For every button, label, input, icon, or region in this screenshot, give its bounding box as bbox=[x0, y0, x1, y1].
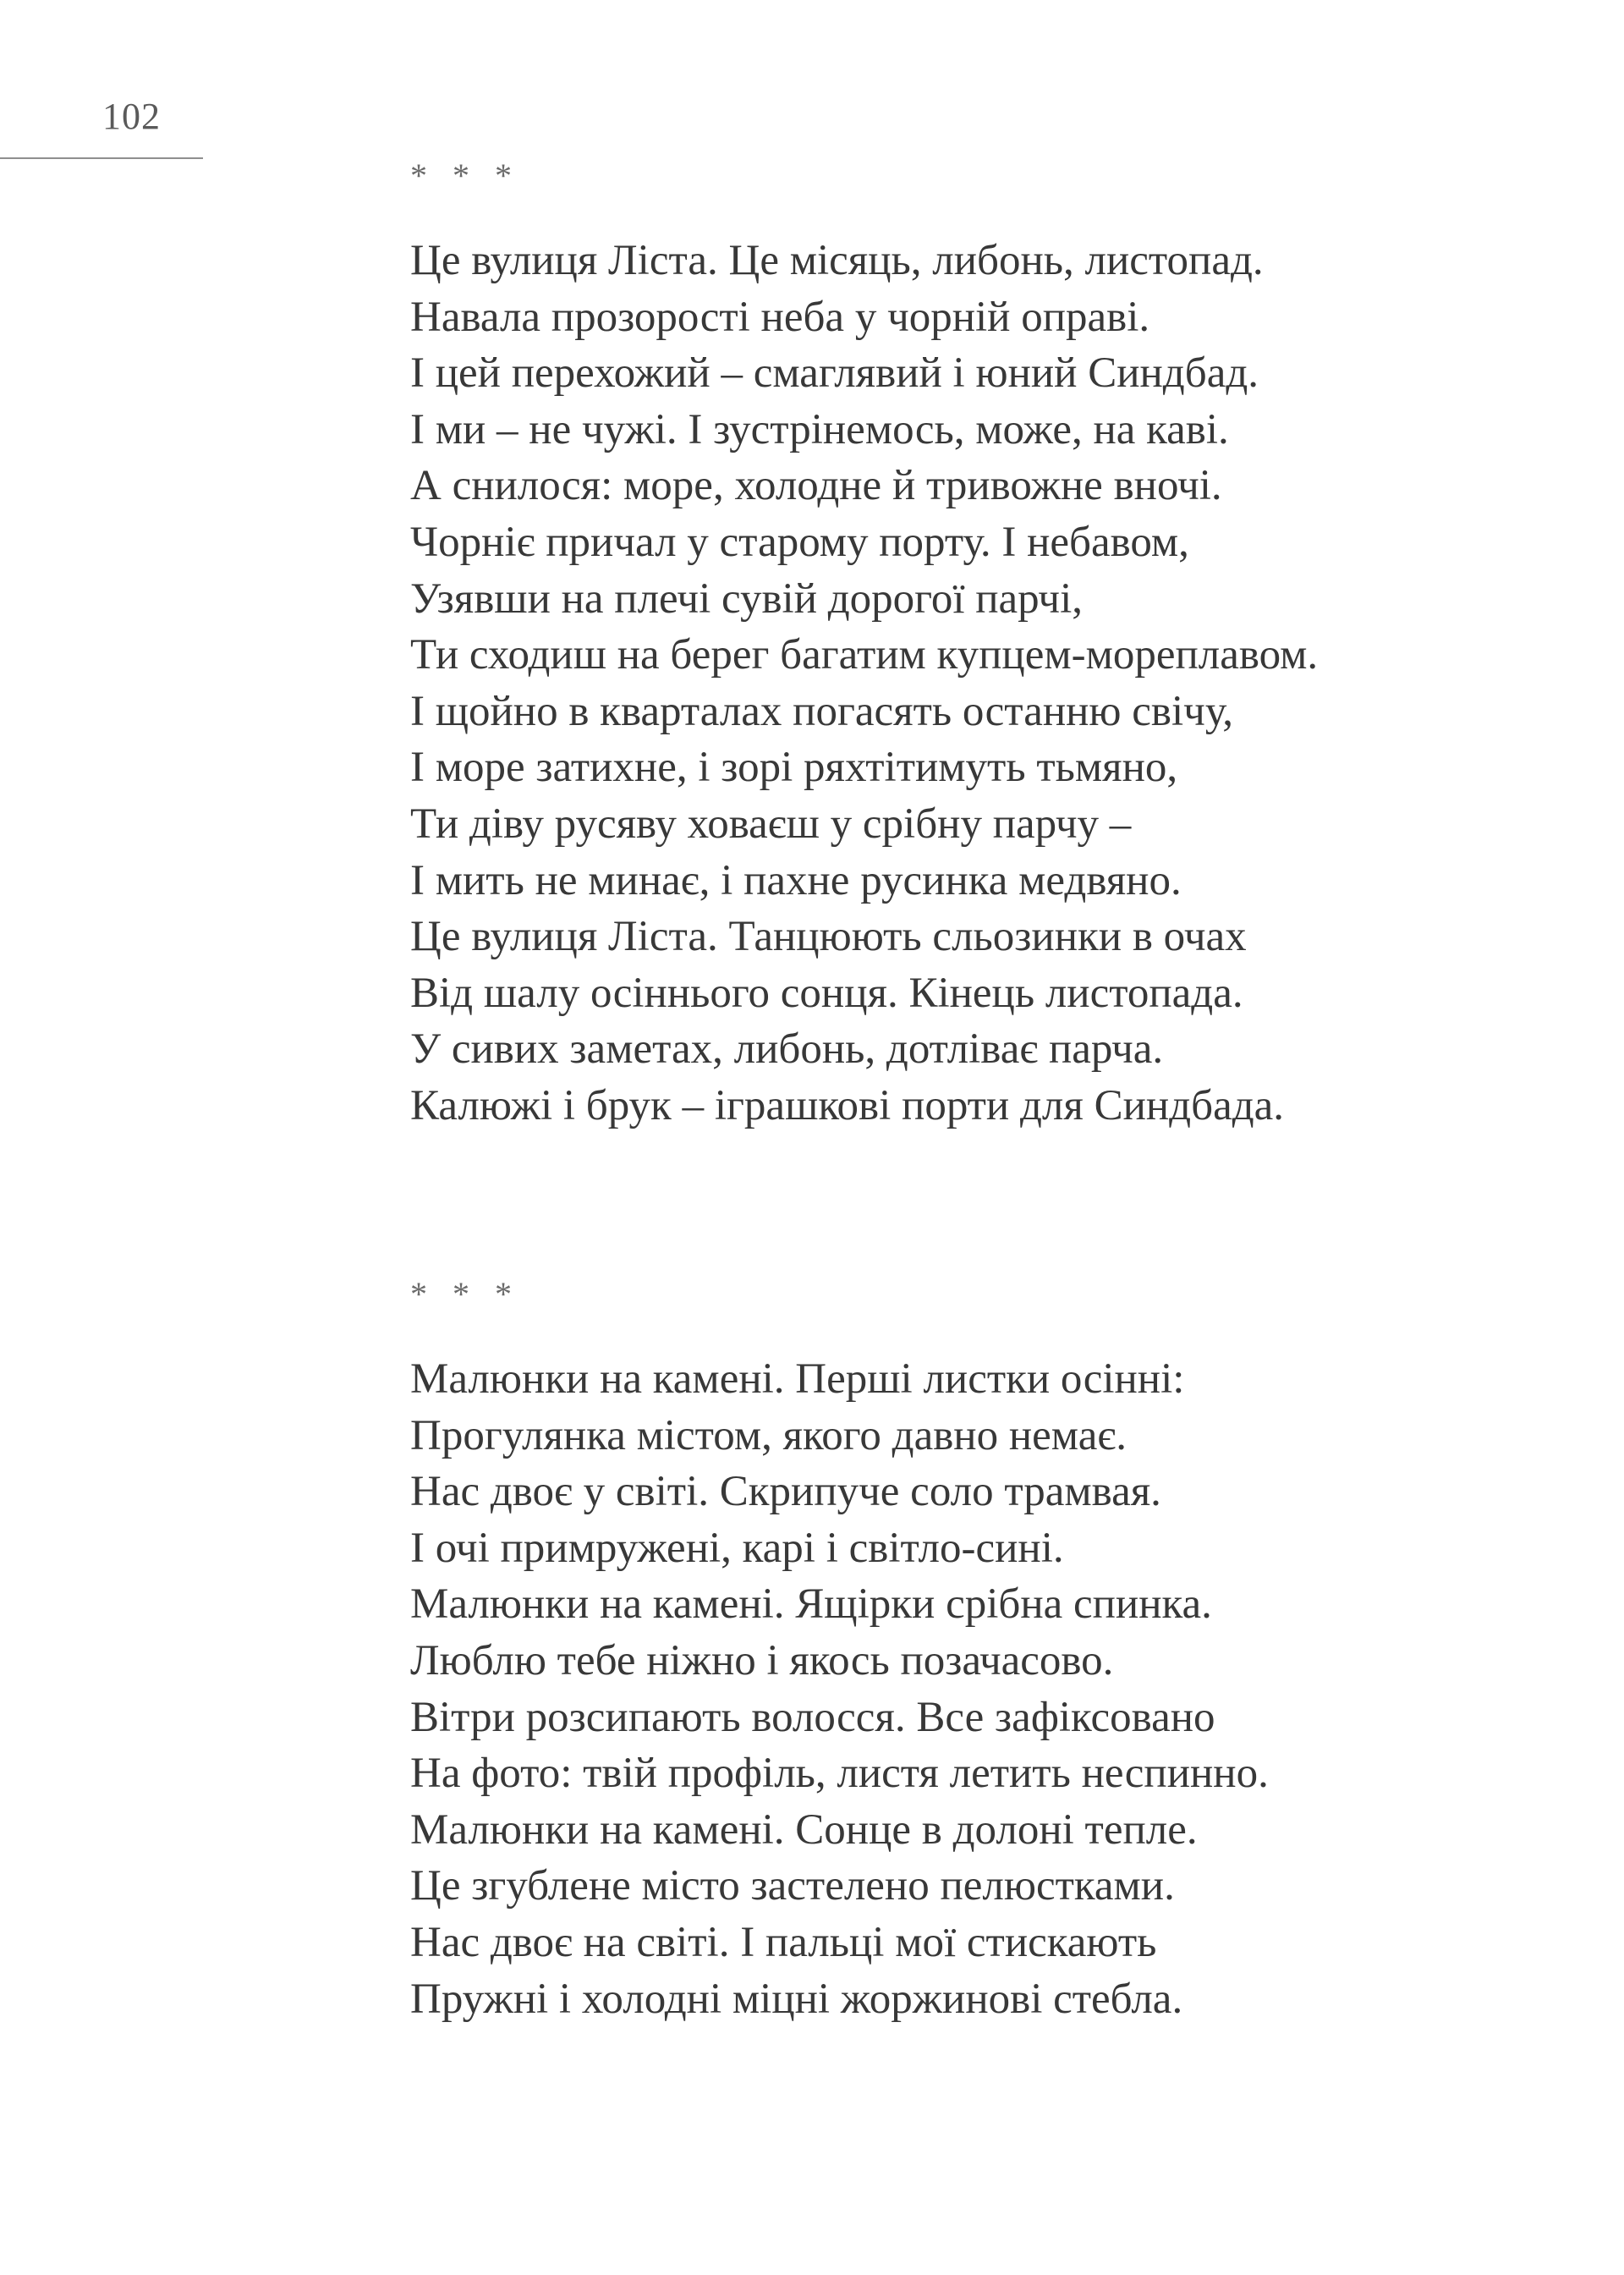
poem-line: Ти діву русяву ховаєш у срібну парчу – bbox=[410, 800, 1132, 848]
poem-1 bbox=[410, 159, 1510, 1135]
poem-line: Ти сходиш на берег багатим купцем-мореплавом. bbox=[410, 631, 1319, 679]
poem-line: Від шалу осіннього сонця. Кінець листопада. bbox=[410, 969, 1243, 1017]
poem-separator: * * * bbox=[410, 157, 520, 195]
poem-line: Узявши на плечі сувій дорогої парчі, bbox=[410, 574, 1083, 623]
poem-line: Калюжі і брук – іграшкові порти для Синдбада. bbox=[410, 1081, 1285, 1129]
poem-line: У сивих заметах, либонь, дотліває парча. bbox=[410, 1025, 1164, 1074]
poem-line: На фото: твій профіль, листя летить неспинно. bbox=[410, 1750, 1269, 1798]
poem-line: А снилося: море, холодне й тривожне вночі. bbox=[410, 462, 1222, 510]
poem-line: Вітри розсипають волосся. Все зафіксовано bbox=[410, 1693, 1215, 1741]
poem-line: Малюнки на камені. Сонце в долоні тепле. bbox=[410, 1805, 1198, 1854]
header-rule bbox=[0, 157, 203, 159]
poem-line: Малюнки на камені. Ящірки срібна спинка. bbox=[410, 1580, 1212, 1629]
poem-line: Люблю тебе ніжно і якось позачасово. bbox=[410, 1636, 1114, 1684]
poem-lines bbox=[410, 1351, 1510, 2027]
poem-line: Це вулиця Ліста. Танцюють сльозинки в очах bbox=[410, 913, 1247, 961]
poem-line: Навала прозорості неба у чорній оправі. bbox=[410, 293, 1150, 341]
poem-line: І мить не минає, і пахне русинка медвяно. bbox=[410, 856, 1182, 904]
poem-line: Нас двоє у світі. Скрипуче соло трамвая. bbox=[410, 1468, 1161, 1516]
page-number: 102 bbox=[102, 96, 161, 137]
poem-line: І море затихне, і зорі ряхтітимуть тьмяно, bbox=[410, 744, 1178, 792]
poem-line: І ми – не чужі. І зустрінемось, може, на каві. bbox=[410, 405, 1229, 453]
poem-line: Це згублене місто застелено пелюстками. bbox=[410, 1862, 1175, 1910]
poem-2 bbox=[410, 1275, 1510, 2027]
poem-lines bbox=[410, 233, 1510, 1135]
poem-line: І очі примружені, карі і світло-сині. bbox=[410, 1524, 1064, 1572]
poem-line: Це вулиця Ліста. Це місяць, либонь, листопад. bbox=[410, 237, 1264, 284]
poem-separator: * * * bbox=[410, 1275, 520, 1313]
poem-line: Пружні і холодні міцні жоржинові стебла. bbox=[410, 1975, 1183, 2023]
poem-line: І цей перехожий – смаглявий і юний Синдбад. bbox=[410, 349, 1259, 398]
poem-line: Нас двоє на світі. І пальці мої стискають bbox=[410, 1918, 1157, 1966]
poem-line: І щойно в кварталах погасять останню свічу, bbox=[410, 687, 1233, 735]
poem-line: Чорніє причал у старому порту. І небавом, bbox=[410, 518, 1189, 566]
poem-line: Малюнки на камені. Перші листки осінні: bbox=[410, 1355, 1185, 1403]
poem-line: Прогулянка містом, якого давно немає. bbox=[410, 1411, 1127, 1459]
